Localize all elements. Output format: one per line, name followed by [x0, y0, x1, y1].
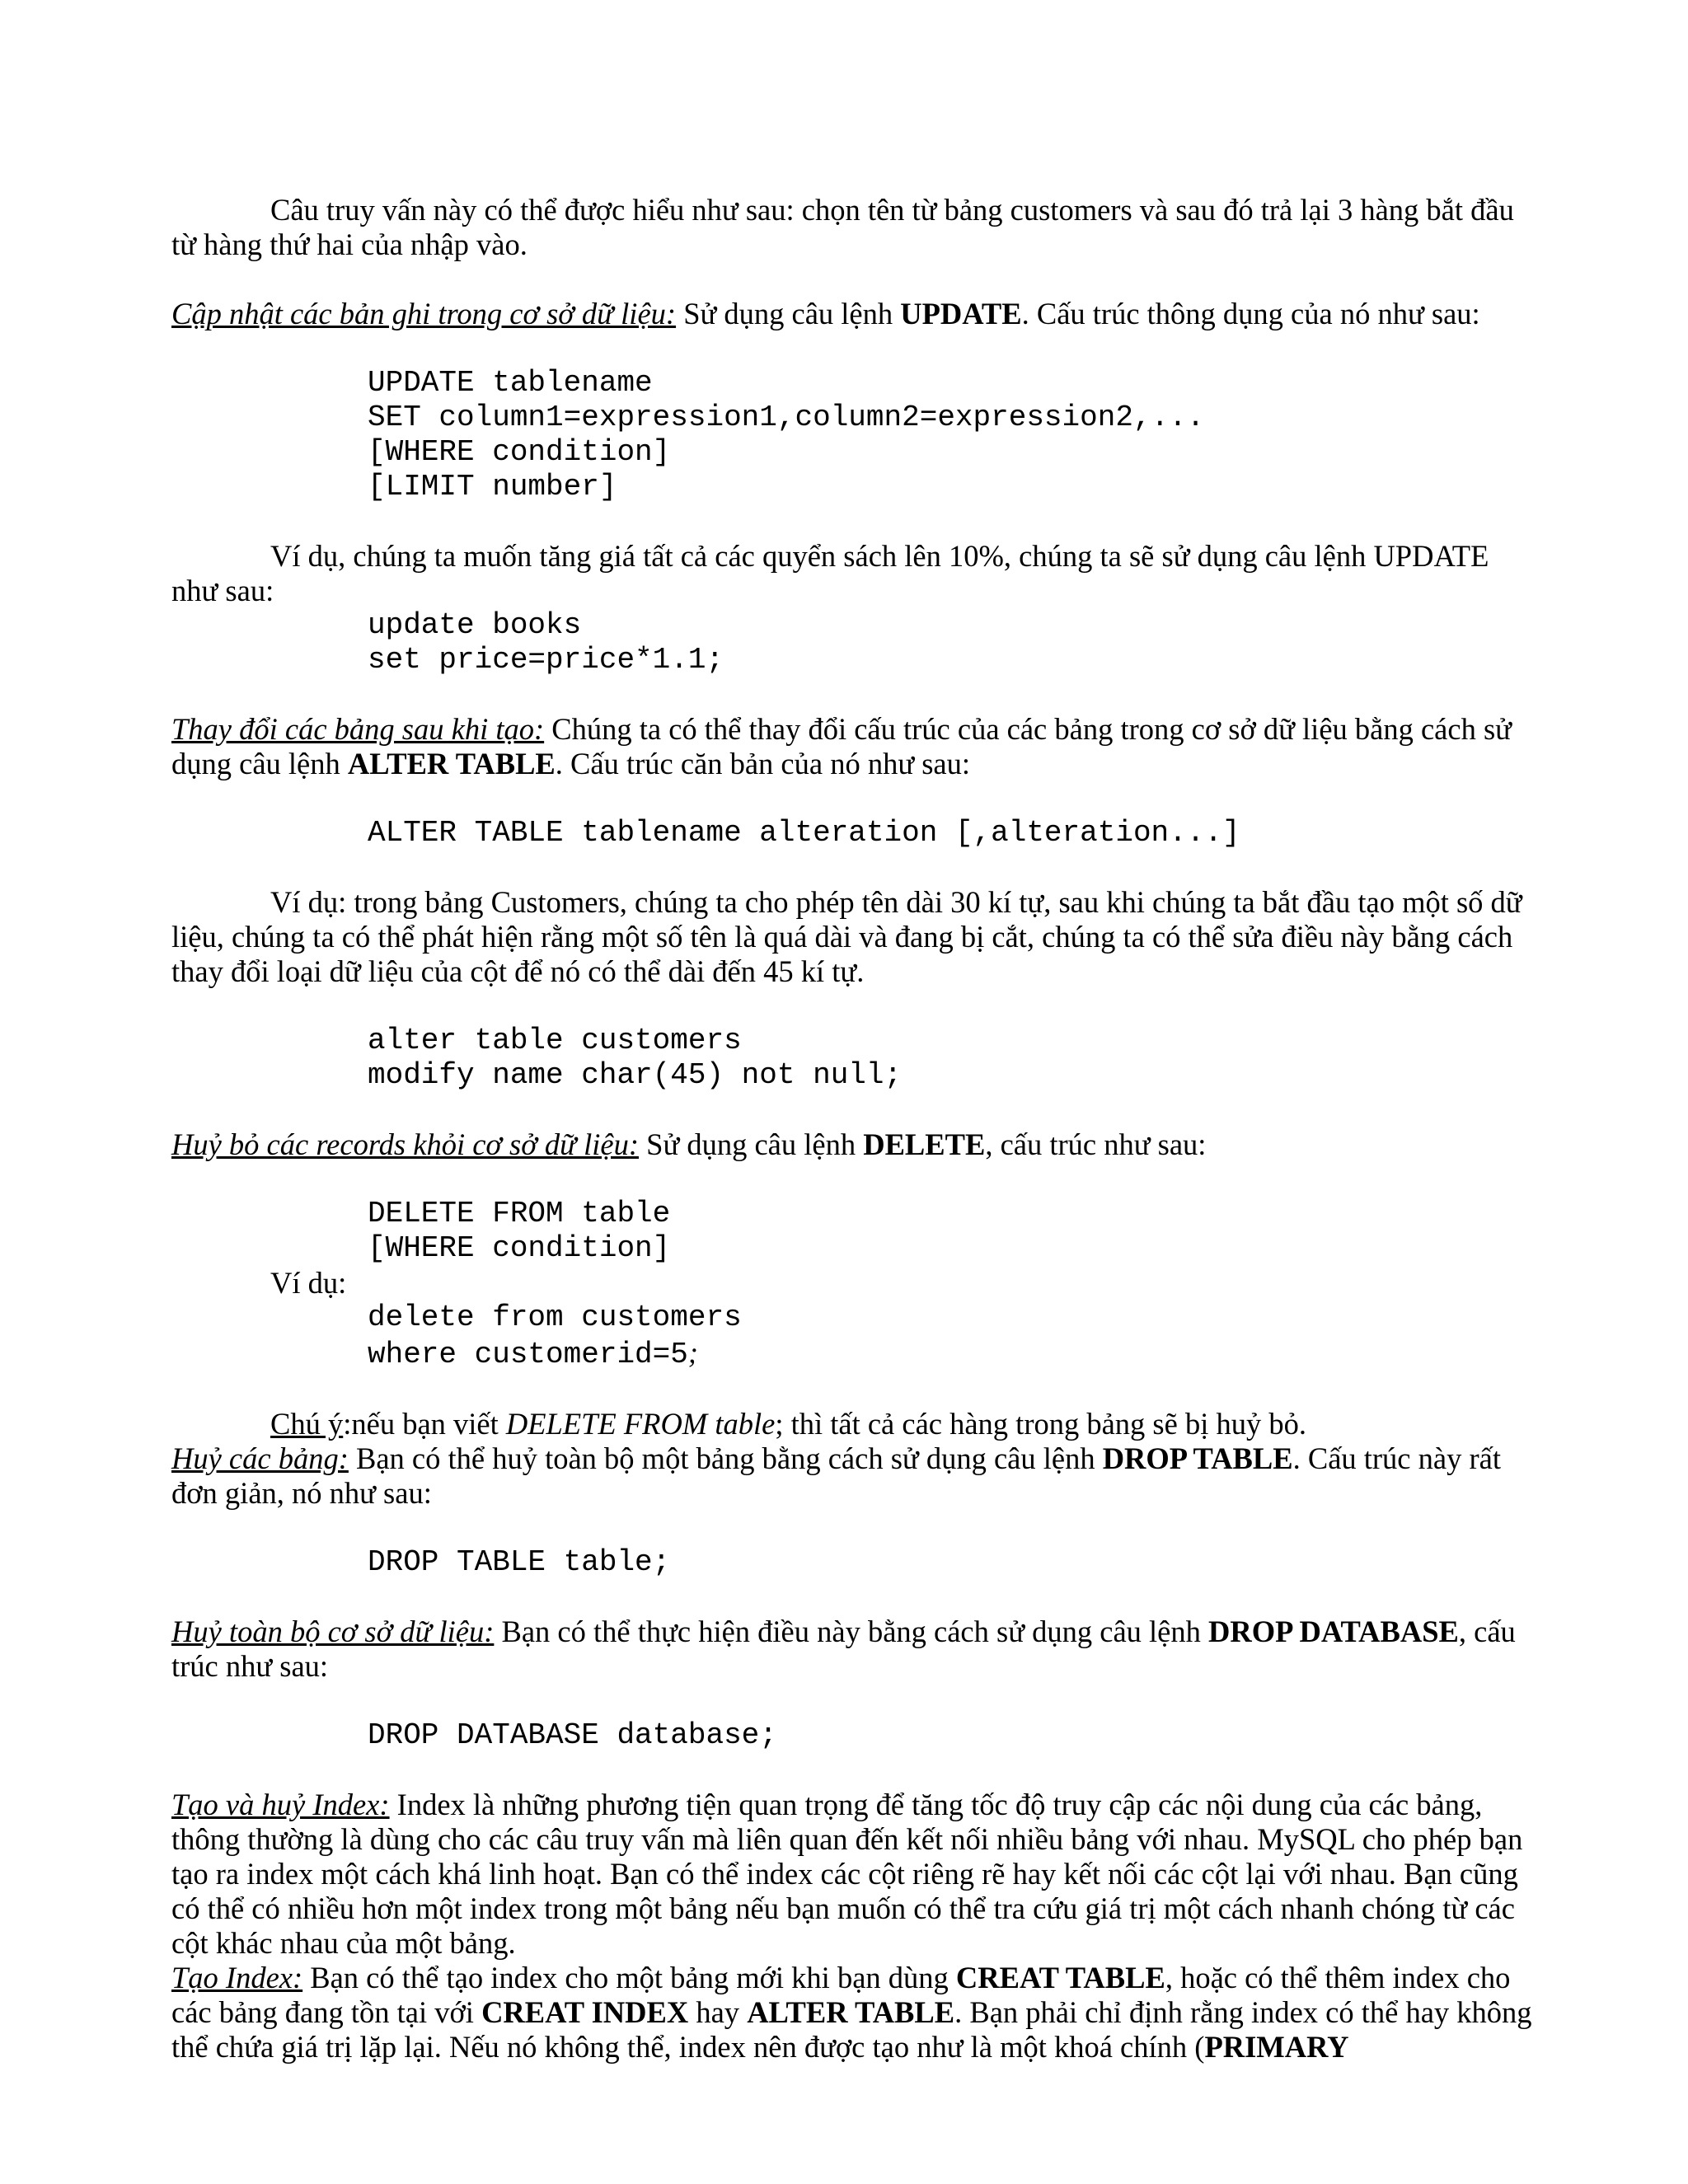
- alter-example-code: [171, 1024, 1540, 1093]
- drop-table-syntax: DROP TABLE table;: [368, 1545, 671, 1579]
- drop-database-heading: Huỷ toàn bộ cơ sở dữ liệu:: [171, 1615, 495, 1648]
- paragraph-alter: Thay đổi các bảng sau khi tạo: Chúng ta có thể thay đổi cấu trúc của các bảng trong cơ sở dữ liệu bằng cách sử dụng câu lệnh ALTER TABLE. Cấu trúc căn bản của nó như sau:: [171, 712, 1512, 780]
- code-line: modify name char(45) not null;: [368, 1058, 903, 1092]
- delete-syntax-block: [171, 1197, 1540, 1266]
- paragraph-create-index: Tạo Index: Bạn có thể tạo index cho một bảng mới khi bạn dùng CREAT TABLE, hoặc có thể thêm index cho các bảng đang tồn tại với CREAT INDEX hay ALTER TABLE. Bạn phải chỉ định rằng index có thể hay không thể chứa giá trị lặp lại. Nếu nó không thể, index nên được tạo như là một khoá chính (PRIMARY: [171, 1961, 1532, 2064]
- delete-example-label: Ví dụ:: [270, 1266, 347, 1300]
- code-line: [LIMIT number]: [368, 470, 617, 504]
- code-line: [WHERE condition]: [368, 435, 671, 469]
- delete-heading: Huỷ bỏ các records khỏi cơ sở dữ liệu:: [171, 1127, 640, 1161]
- index-heading: Tạo và huỷ Index:: [171, 1788, 390, 1821]
- alter-example-text: Ví dụ: trong bảng Customers, chúng ta cho phép tên dài 30 kí tự, sau khi chúng ta bắt đầu tạo một số dữ liệu, chúng ta có thể phát hiện rằng một số tên là quá dài và đang bị cắt, chúng ta có thể sửa điều này bằng cách thay đổi loại dữ liệu của cột để nó có thể dài đến 45 kí tự.: [171, 885, 1522, 988]
- note-label: Chú ý: [270, 1407, 344, 1441]
- alter-heading: Thay đổi các bảng sau khi tạo:: [171, 712, 545, 746]
- code-line: delete from customers: [368, 1301, 742, 1334]
- paragraph-drop-database: Huỷ toàn bộ cơ sở dữ liệu: Bạn có thể thực hiện điều này bằng cách sử dụng câu lệnh DROP DATABASE, cấu trúc như sau:: [171, 1615, 1516, 1683]
- code-line: UPDATE tablename: [368, 366, 653, 400]
- delete-note: Chú ý:nếu bạn viết DELETE FROM table; thì tất cả các hàng trong bảng sẽ bị huỷ bỏ.: [270, 1407, 1306, 1441]
- drop-database-syntax: DROP DATABASE database;: [368, 1718, 777, 1752]
- update-example-text: Ví dụ, chúng ta muốn tăng giá tất cả các quyển sách lên 10%, chúng ta sẽ sử dụng câu lệnh UPDATE như sau:: [171, 539, 1489, 607]
- alter-syntax: ALTER TABLE tablename alteration [,alteration...]: [368, 816, 1240, 850]
- paragraph-index: Tạo và huỷ Index: Index là những phương tiện quan trọng để tăng tốc độ truy cập các nội dung của các bảng, thông thường là dùng cho các câu truy vấn mà liên quan đến kết nối nhiều bảng với nhau. MySQL cho phép bạn tạo ra index một cách khá linh hoạt. Bạn có thể index các cột riêng rẽ hay kết nối các cột lại với nhau. Bạn cũng có thể có nhiều hơn một index trong một bảng nếu bạn muốn có thể tra cứu giá trị một cách nhanh chóng từ các cột khác nhau của một bảng.: [171, 1788, 1523, 1960]
- delete-example-code: [171, 1301, 1540, 1372]
- paragraph-update: Cập nhật các bản ghi trong cơ sở dữ liệu: Sử dụng câu lệnh UPDATE. Cấu trúc thông dụng của nó như sau:: [171, 297, 1480, 330]
- code-line: SET column1=expression1,column2=expression2,...: [368, 401, 1205, 434]
- code-line: alter table customers: [368, 1024, 742, 1057]
- code-line: where customerid=5;: [368, 1336, 698, 1371]
- paragraph-delete: Huỷ bỏ các records khỏi cơ sở dữ liệu: Sử dụng câu lệnh DELETE, cấu trúc như sau:: [171, 1127, 1207, 1161]
- create-index-heading: Tạo Index:: [171, 1961, 303, 1994]
- update-heading: Cập nhật các bản ghi trong cơ sở dữ liệu:: [171, 297, 677, 330]
- code-line: [WHERE condition]: [368, 1231, 671, 1265]
- update-syntax-block: [171, 366, 1540, 504]
- paragraph-drop-table: Huỷ các bảng: Bạn có thể huỷ toàn bộ một bảng bằng cách sử dụng câu lệnh DROP TABLE. Cấu trúc này rất đơn giản, nó như sau:: [171, 1441, 1501, 1510]
- code-line: set price=price*1.1;: [368, 643, 724, 677]
- code-line: update books: [368, 608, 582, 642]
- update-example-code: [171, 608, 1540, 677]
- paragraph-query-explanation: Câu truy vấn này có thể được hiểu như sau: chọn tên từ bảng customers và sau đó trả lại 3 hàng bắt đầu từ hàng thứ hai của nhập vào.: [171, 193, 1514, 261]
- drop-table-heading: Huỷ các bảng:: [171, 1441, 349, 1475]
- code-line: DELETE FROM table: [368, 1197, 671, 1230]
